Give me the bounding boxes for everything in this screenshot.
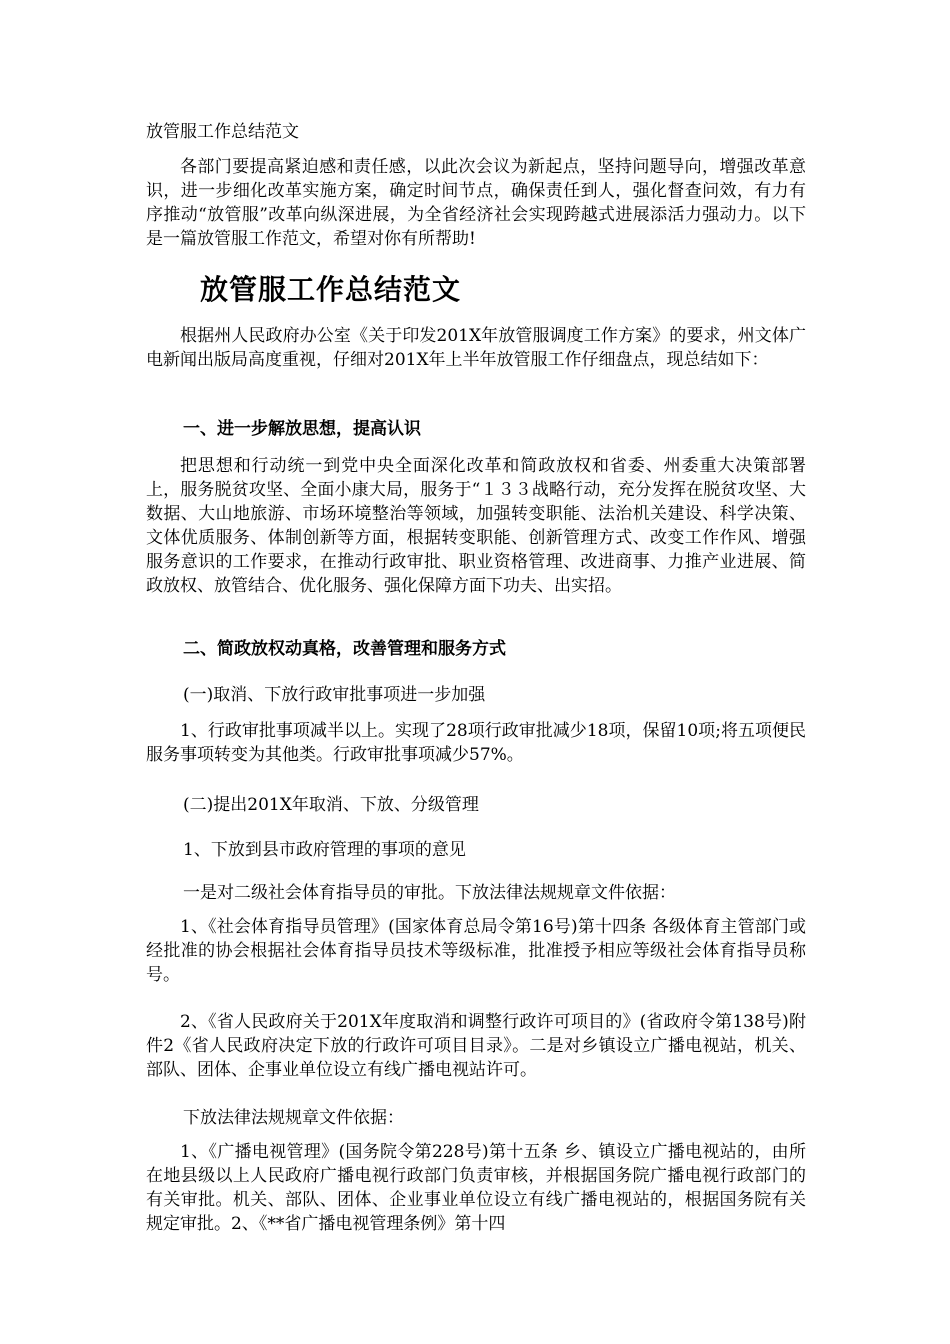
document-small-title: 放管服工作总结范文	[146, 122, 299, 142]
paragraph-4: 1、《社会体育指导员管理》(国家体育总局令第16号)第十四条 各级体育主管部门或经批准的协会根据社会体育指导员技术等级标准，批准授予相应等级社会体育指导员称号。	[146, 917, 806, 985]
subsection-4: 一是对二级社会体育指导员的审批。下放法律法规规章文件依据：	[183, 883, 676, 903]
section-heading-2: 二、简政放权动真格，改善管理和服务方式	[183, 639, 506, 659]
subsection-3: 1、下放到县市政府管理的事项的意见	[183, 840, 466, 860]
paragraph-6: 1、《广播电视管理》(国务院令第228号)第十五条 乡、镇设立广播电视站的，由所在地县级以上人民政府广播电视行政部门负责审核，并根据国务院广播电视行政部门的有关审批。机关、部队、团体、企业事业单位设立有线广播电视站的，根据国务院有关规定审批。2、《**省广播电视管理条例》第十四	[146, 1142, 806, 1234]
main-title: 放管服工作总结范文	[200, 273, 462, 306]
subsection-2: (二)提出201X年取消、下放、分级管理	[183, 795, 479, 815]
subsection-1: (一)取消、下放行政审批事项进一步加强	[183, 685, 486, 705]
intro-paragraph: 各部门要提高紧迫感和责任感，以此次会议为新起点，坚持问题导向，增强改革意识，进一步细化改革实施方案，确定时间节点，确保责任到人，强化督查问效，有力有序推动“放管服”改革向纵深进展，为全省经济社会实现跨越式进展添活力强动力。以下是一篇放管服工作范文，希望对你有所帮助!	[146, 157, 806, 249]
section-heading-1: 一、进一步解放思想，提高认识	[183, 419, 421, 439]
paragraph-5: 2、《省人民政府关于201X年度取消和调整行政许可项目的》(省政府令第138号)附件2《省人民政府决定下放的行政许可项目目录》。二是对乡镇设立广播电视站，机关、部队、团体、企事业单位设立有线广播电视站许可。	[146, 1012, 806, 1080]
paragraph-1: 根据州人民政府办公室《关于印发201X年放管服调度工作方案》的要求，州文体广电新闻出版局高度重视，仔细对201X年上半年放管服工作仔细盘点，现总结如下：	[146, 326, 806, 370]
paragraph-3: 1、行政审批事项减半以上。实现了28项行政审批减少18项，保留10项;将五项便民服务事项转变为其他类。行政审批事项减少57%。	[146, 721, 806, 765]
paragraph-2: 把思想和行动统一到党中央全面深化改革和简政放权和省委、州委重大决策部署上，服务脱贫攻坚、全面小康大局，服务于“１３３战略行动，充分发挥在脱贫攻坚、大数据、大山地旅游、市场环境整治等领域，加强转变职能、法治机关建设、科学决策、文体优质服务、体制创新等方面，根据转变职能、创新管理方式、改变工作作风、增强服务意识的工作要求，在推动行政审批、职业资格管理、改进商事、力推产业进展、简政放权、放管结合、优化服务、强化保障方面下功夫、出实招。	[146, 456, 806, 596]
subsection-5: 下放法律法规规章文件依据：	[183, 1108, 404, 1128]
